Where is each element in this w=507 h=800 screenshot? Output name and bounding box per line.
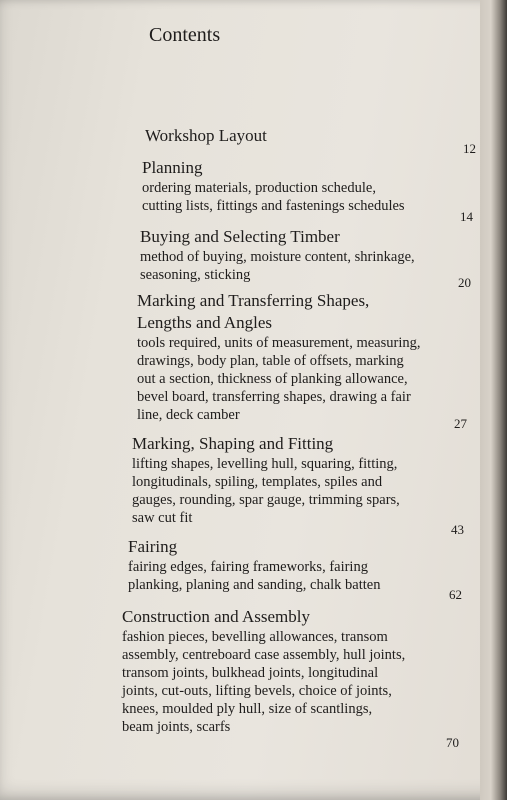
page-number: 43 <box>451 522 464 537</box>
page-number: 70 <box>446 735 459 750</box>
entry-description-line: saw cut fit <box>132 510 193 526</box>
page-number: 27 <box>454 416 467 431</box>
entry-heading: Marking and Transferring Shapes, <box>137 291 370 310</box>
page-number: 14 <box>460 209 473 224</box>
toc-entry-construction <box>122 606 405 736</box>
toc-entry-workshop-layout <box>145 125 267 147</box>
entry-description-line: beam joints, scarfs <box>122 719 231 735</box>
entry-description-line: bevel board, transferring shapes, drawing a fair <box>137 389 411 405</box>
entry-description-line: seasoning, sticking <box>140 267 251 283</box>
entry-heading: Workshop Layout <box>145 126 267 145</box>
entry-description-line: line, deck camber <box>137 407 240 423</box>
entry-heading-continued: Lengths and Angles <box>137 313 273 332</box>
entry-description-line: fairing edges, fairing frameworks, fairing <box>128 559 368 575</box>
toc-entry-fairing <box>128 536 380 594</box>
entry-description-line: out a section, thickness of planking allowance, <box>137 371 408 387</box>
entry-description-line: assembly, centreboard case assembly, hull joints, <box>122 647 406 663</box>
entry-description-line: drawings, body plan, table of offsets, marking <box>137 353 404 369</box>
toc-entry-planning <box>142 157 405 215</box>
page-title: Contents <box>149 24 221 46</box>
page-number: 62 <box>449 587 462 602</box>
entry-description-line: joints, cut-outs, lifting bevels, choice of joints, <box>122 683 392 699</box>
entry-heading: Fairing <box>128 537 178 556</box>
page-edge <box>480 0 507 800</box>
entry-heading: Construction and Assembly <box>122 607 310 626</box>
entry-description-line: fashion pieces, bevelling allowances, transom <box>122 629 388 645</box>
entry-description-line: longitudinals, spiling, templates, spiles and <box>132 474 383 490</box>
toc-entry-buying-timber <box>140 226 415 284</box>
entry-heading: Buying and Selecting Timber <box>140 227 340 246</box>
entry-description-line: planking, planing and sanding, chalk batten <box>128 577 381 593</box>
entry-description-line: lifting shapes, levelling hull, squaring, fitting, <box>132 456 398 472</box>
entry-description-line: ordering materials, production schedule, <box>142 180 376 196</box>
toc-entry-marking-shaping <box>132 433 400 527</box>
page-number: 12 <box>463 141 476 156</box>
entry-description-line: cutting lists, fittings and fastenings schedules <box>142 198 405 214</box>
toc-entry-marking-transferring <box>137 290 421 424</box>
entry-description-line: knees, moulded ply hull, size of scantlings, <box>122 701 373 717</box>
entry-description-line: gauges, rounding, spar gauge, trimming spars, <box>132 492 400 508</box>
entry-description-line: method of buying, moisture content, shrinkage, <box>140 249 415 265</box>
entry-description-line: tools required, units of measurement, measuring, <box>137 335 421 351</box>
page-number: 20 <box>458 275 471 290</box>
entry-heading: Marking, Shaping and Fitting <box>132 434 334 453</box>
entry-heading: Planning <box>142 158 203 177</box>
entry-description-line: transom joints, bulkhead joints, longitudinal <box>122 665 379 681</box>
